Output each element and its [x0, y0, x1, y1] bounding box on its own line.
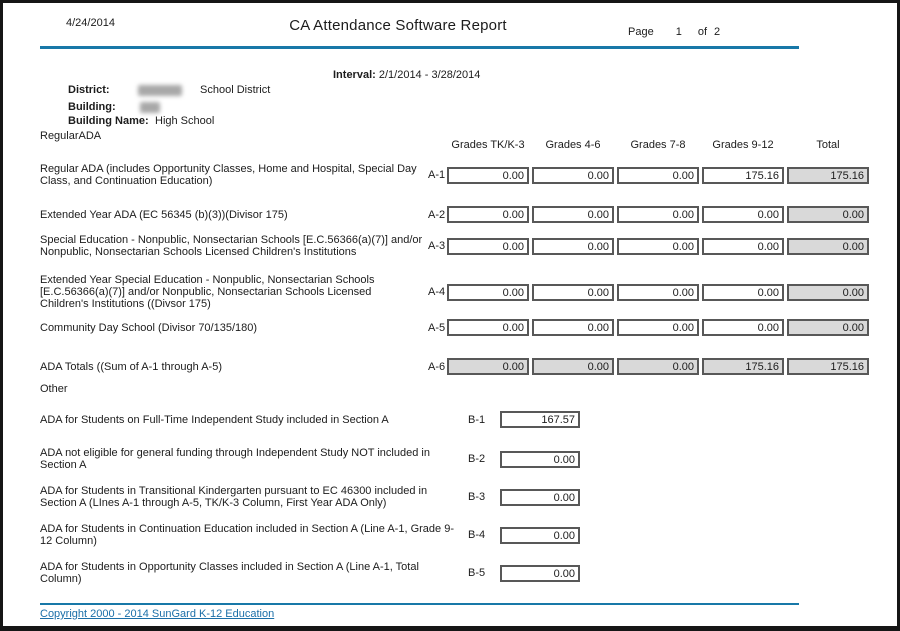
value-cell-A-6-col2: 0.00 — [532, 358, 614, 375]
interval-line — [333, 69, 480, 81]
footer-divider — [40, 603, 799, 605]
row-code: A-5 — [428, 321, 446, 334]
row-description: Extended Year Special Education - Nonpublic, Nonsectarian Schools [E.C.56366(a)(7)] and/or Nonpublic, Nonsectarian Schools Licensed Children's Institutions ((Divsor 175) — [40, 274, 375, 310]
row-code: A-1 — [428, 169, 446, 181]
ada-row-B-5 — [40, 561, 583, 585]
value-cell-A-4-col5: 0.00 — [787, 284, 869, 301]
district-line — [68, 84, 270, 96]
ada-row-B-2 — [40, 447, 583, 471]
value-cell-A-4-col1[interactable]: 0.00 — [447, 284, 529, 301]
row-description: Regular ADA (includes Opportunity Classes, Home and Hospital, Special Day Class, and Continuation Education) — [40, 163, 417, 187]
ada-row-A-6 — [40, 358, 872, 375]
value-cell-A-1-col3[interactable]: 0.00 — [617, 167, 699, 184]
value-cell-A-4-col4[interactable]: 0.00 — [702, 284, 784, 301]
value-cell-B-4[interactable]: 0.00 — [500, 527, 580, 544]
value-cell-B-5[interactable]: 0.00 — [500, 565, 580, 582]
row-code: B-2 — [468, 453, 486, 465]
ada-row-A-1 — [40, 163, 872, 187]
interval-label: Interval: — [333, 69, 376, 81]
value-cell-A-2-col1[interactable]: 0.00 — [447, 206, 529, 223]
value-cell-A-3-col2[interactable]: 0.00 — [532, 238, 614, 255]
value-cell-A-1-col4[interactable]: 175.16 — [702, 167, 784, 184]
row-code: B-4 — [468, 529, 486, 541]
page-of-label: of — [697, 26, 708, 38]
interval-value: 2/1/2014 - 3/28/2014 — [378, 69, 481, 81]
value-cell-A-4-col2[interactable]: 0.00 — [532, 284, 614, 301]
column-headers — [447, 139, 872, 151]
value-cell-A-3-col5: 0.00 — [787, 238, 869, 255]
value-cell-A-4-col3[interactable]: 0.00 — [617, 284, 699, 301]
page-indicator — [628, 26, 720, 38]
copyright-link[interactable]: Copyright 2000 - 2014 SunGard K-12 Education — [40, 608, 275, 620]
row-description: ADA for Students in Continuation Education included in Section A (Line A-1, Grade 9-12 Column) — [40, 523, 454, 547]
value-cell-A-5-col1[interactable]: 0.00 — [447, 319, 529, 336]
redacted-district-number — [138, 85, 182, 96]
value-cell-A-5-col2[interactable]: 0.00 — [532, 319, 614, 336]
column-header: Grades 9-12 — [712, 139, 774, 151]
value-cell-A-6-col3: 0.00 — [617, 358, 699, 375]
ada-row-A-4 — [40, 274, 872, 310]
ada-row-B-1 — [40, 411, 583, 428]
section-b-title: Other — [40, 383, 68, 395]
row-description: Special Education - Nonpublic, Nonsectarian Schools [E.C.56366(a)(7)] and/or Nonpublic, Nonsectarian Schools Licensed Children's Institutions — [40, 234, 423, 258]
building-name-value: High School — [155, 115, 215, 127]
ada-row-B-4 — [40, 523, 583, 547]
row-code: B-1 — [468, 413, 486, 426]
ada-row-A-3 — [40, 234, 872, 258]
row-code: A-4 — [428, 286, 446, 298]
row-code: A-3 — [428, 240, 446, 252]
value-cell-B-2[interactable]: 0.00 — [500, 451, 580, 468]
page-total: 2 — [714, 26, 721, 38]
building-name-line — [68, 115, 214, 127]
section-a-title: RegularADA — [40, 130, 102, 142]
row-description: ADA not eligible for general funding through Independent Study NOT included in Section A — [40, 447, 430, 471]
value-cell-A-1-col1[interactable]: 0.00 — [447, 167, 529, 184]
value-cell-A-6-col4: 175.16 — [702, 358, 784, 375]
building-name-label: Building Name: — [68, 115, 149, 127]
value-cell-A-6-col1: 0.00 — [447, 358, 529, 375]
row-description: ADA for Students in Transitional Kindergarten pursuant to EC 46300 included in Section A (LInes A-1 through A-5, TK/K-3 Column, First Year ADA Only) — [40, 485, 428, 509]
row-description: ADA for Students in Opportunity Classes included in Section A (Line A-1, Total Column) — [40, 561, 419, 585]
column-header: Grades 7-8 — [630, 139, 686, 151]
value-cell-A-5-col5: 0.00 — [787, 319, 869, 336]
value-cell-A-3-col3[interactable]: 0.00 — [617, 238, 699, 255]
ada-row-A-5 — [40, 319, 872, 336]
row-code: A-2 — [428, 208, 446, 221]
building-label: Building: — [68, 101, 116, 113]
header-divider — [40, 46, 799, 49]
column-header: Grades TK/K-3 — [451, 139, 525, 151]
value-cell-B-1[interactable]: 167.57 — [500, 411, 580, 428]
row-description: ADA Totals ((Sum of A-1 through A-5) — [40, 360, 222, 373]
value-cell-A-2-col3[interactable]: 0.00 — [617, 206, 699, 223]
value-cell-A-1-col5: 175.16 — [787, 167, 869, 184]
row-description: Community Day School (Divisor 70/135/180) — [40, 321, 258, 334]
value-cell-A-6-col5: 175.16 — [787, 358, 869, 375]
value-cell-A-2-col2[interactable]: 0.00 — [532, 206, 614, 223]
value-cell-A-5-col3[interactable]: 0.00 — [617, 319, 699, 336]
ada-row-A-2 — [40, 206, 872, 223]
district-value: School District — [200, 84, 271, 96]
value-cell-A-2-col5: 0.00 — [787, 206, 869, 223]
ada-row-B-3 — [40, 485, 583, 509]
value-cell-A-5-col4[interactable]: 0.00 — [702, 319, 784, 336]
value-cell-A-1-col2[interactable]: 0.00 — [532, 167, 614, 184]
report-date: 4/24/2014 — [66, 17, 115, 29]
redacted-building-number — [140, 102, 160, 113]
row-description: Extended Year ADA (EC 56345 (b)(3))(Divisor 175) — [40, 208, 288, 221]
column-header: Grades 4-6 — [545, 139, 601, 151]
row-code: A-6 — [428, 360, 446, 373]
value-cell-B-3[interactable]: 0.00 — [500, 489, 580, 506]
building-line — [68, 101, 160, 113]
page-number: 1 — [675, 26, 682, 38]
row-description: ADA for Students on Full-Time Independent Study included in Section A — [40, 413, 389, 426]
district-label: District: — [68, 84, 110, 96]
value-cell-A-2-col4[interactable]: 0.00 — [702, 206, 784, 223]
page-label: Page — [628, 26, 654, 38]
row-code: B-3 — [468, 491, 486, 503]
column-header: Total — [816, 139, 840, 151]
value-cell-A-3-col4[interactable]: 0.00 — [702, 238, 784, 255]
value-cell-A-3-col1[interactable]: 0.00 — [447, 238, 529, 255]
report-title: CA Attendance Software Report — [289, 17, 507, 34]
row-code: B-5 — [468, 567, 486, 579]
